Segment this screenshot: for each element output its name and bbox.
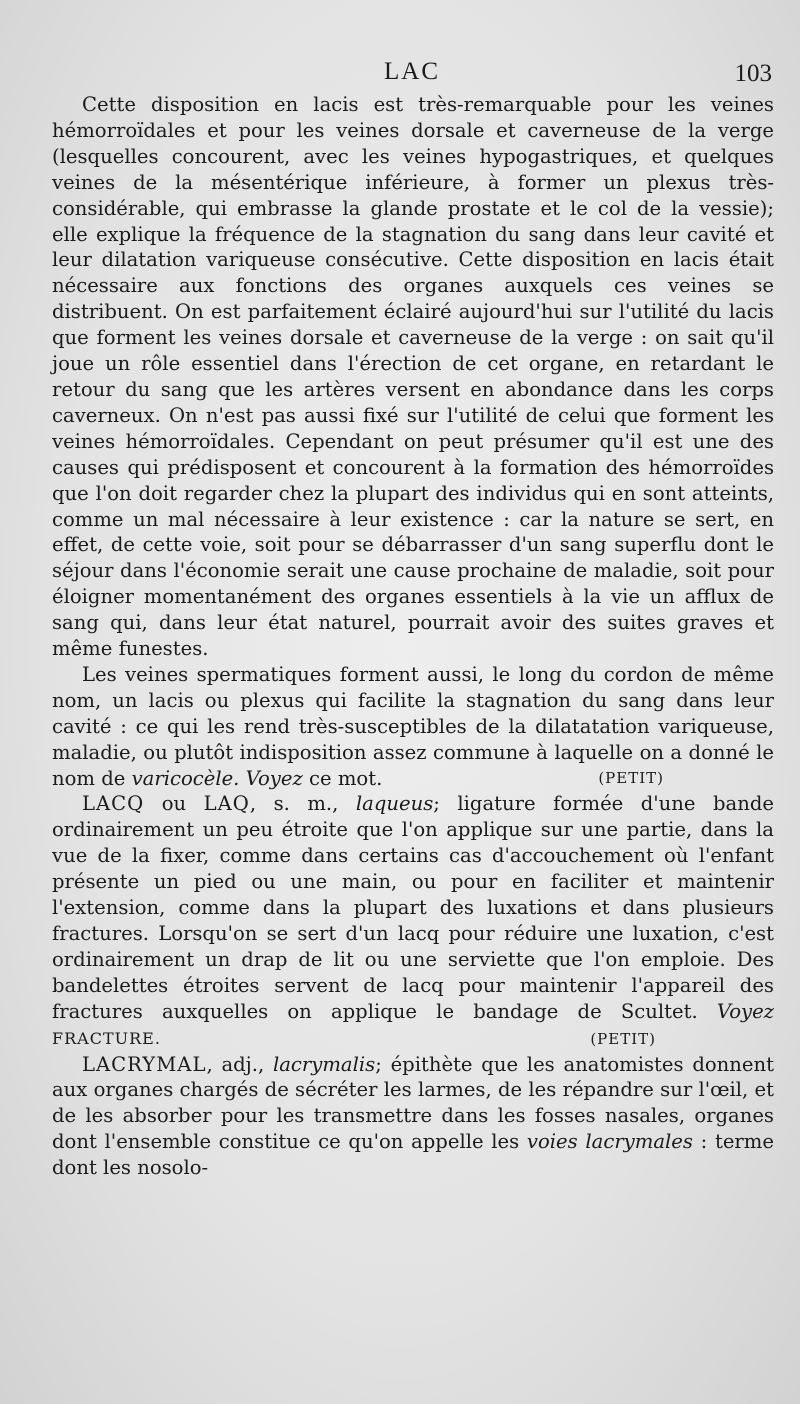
- running-title: LAC: [384, 58, 440, 85]
- grammar-note: , s. m.,: [249, 792, 356, 816]
- or-word: ou: [144, 792, 204, 816]
- headword-alt: LAQ: [203, 792, 250, 816]
- page-body: [52, 92, 774, 1181]
- entry-lacq: [52, 791, 774, 1051]
- entry-text: ; épithète que les anatomistes donnent aux organes chargés de sécréter les larmes, de les répandre sur l'œil, et de les absorber pour les transmettre dans les fosses nasales, organes dont l'ensemble constitue ce qu'on appelle les: [52, 1052, 774, 1154]
- paragraph-text-end: ce mot.: [302, 766, 383, 790]
- grammar-note: , adj.,: [206, 1052, 273, 1076]
- page-number: 103: [734, 60, 772, 87]
- paragraph-lacis-hemorroidal: [52, 92, 774, 662]
- term-varicocele: varicocèle.: [131, 766, 240, 790]
- see-reference-label: Voyez: [245, 766, 303, 790]
- headword: LACQ: [82, 792, 145, 816]
- entry-text: ; ligature formée d'une bande ordinairement un peu étroite que l'on applique sur une partie, dans la vue de la fixer, comme dans certains cas d'accouchement où l'enfant présente un pied ou une main, ou pour en faciliter et maintenir l'extension, comme dans la plupart des luxations et dans plusieurs fractures. Lorsqu'on se sert d'un lacq pour réduire une luxation, c'est ordinairement un drap de lit ou une serviette que l'on emploie. Des bandelettes étroites servent de lacq pour maintenir l'appareil des fractures auxquelles on applique le bandage de Scultet.: [52, 792, 774, 1023]
- headword: LACRYMAL: [82, 1052, 207, 1076]
- paragraph-text: Cette disposition en lacis est très-remarquable pour les veines hémorroïdales et pour les veines dorsale et caverneuse de la verge (lesquelles concourent, avec les veines hypogastriques, et quelques veines de la mésentérique inférieure, à former un plexus très-considérable, qui embrasse la glande prostate et le col de la vessie); elle explique la fréquence de la stagnation du sang dans leur cavité et leur dilatation variqueuse consécutive. Cette disposition en lacis était nécessaire aux fonctions des organes auxquels ces veines se distribuent. On est parfaitement éclairé aujourd'hui sur l'utilité du lacis que forment les veines dorsale et caverneuse de la verge : on sait qu'il joue un rôle essentiel dans l'érection de cet organe, en retardant le retour du sang que les artères versent en abondance dans les corps caverneux. On n'est pas aussi fixé sur l'utilité de celui que forment les veines hémorroïdales. Cependant on peut présumer qu'il est une des causes qui prédisposent et concourent à la formation des hémorroïdes que l'on doit regarder chez la plupart des individus qui en sont atteints, comme un mal nécessaire à leur existence : car la nature se sert, en effet, de cette voie, soit pour se débarrasser d'un sang superflu dont le séjour dans l'économie serait une cause prochaine de maladie, soit pour éloigner momentanément des organes essentiels à la vie un afflux de sang qui, dans leur état naturel, pourrait avoir des suites graves et même funestes.: [52, 93, 774, 661]
- author-signature: (PETIT): [590, 1029, 656, 1048]
- term-voies-lacrymales: voies lacrymales: [526, 1130, 693, 1154]
- paragraph-text: Les veines spermatiques forment aussi, le long du cordon de même nom, un lacis ou plexus qui facilite la stagnation du sang dans leur cavité : ce qui les rend très-susceptibles de la dilatatation variqueuse, maladie, ou plutôt indisposition assez commune à laquelle on a donné le nom de: [52, 662, 774, 790]
- author-signature: (PETIT): [598, 769, 664, 788]
- see-reference-target: FRACTURE.: [52, 1028, 161, 1048]
- see-reference-label: Voyez: [716, 999, 774, 1023]
- running-header: [52, 58, 772, 94]
- entry-text-end: : terme dont les nosolo-: [52, 1130, 774, 1180]
- latin-term: lacrymalis: [272, 1052, 376, 1076]
- entry-lacrymal: [52, 1052, 774, 1182]
- latin-term: laqueus: [355, 792, 434, 816]
